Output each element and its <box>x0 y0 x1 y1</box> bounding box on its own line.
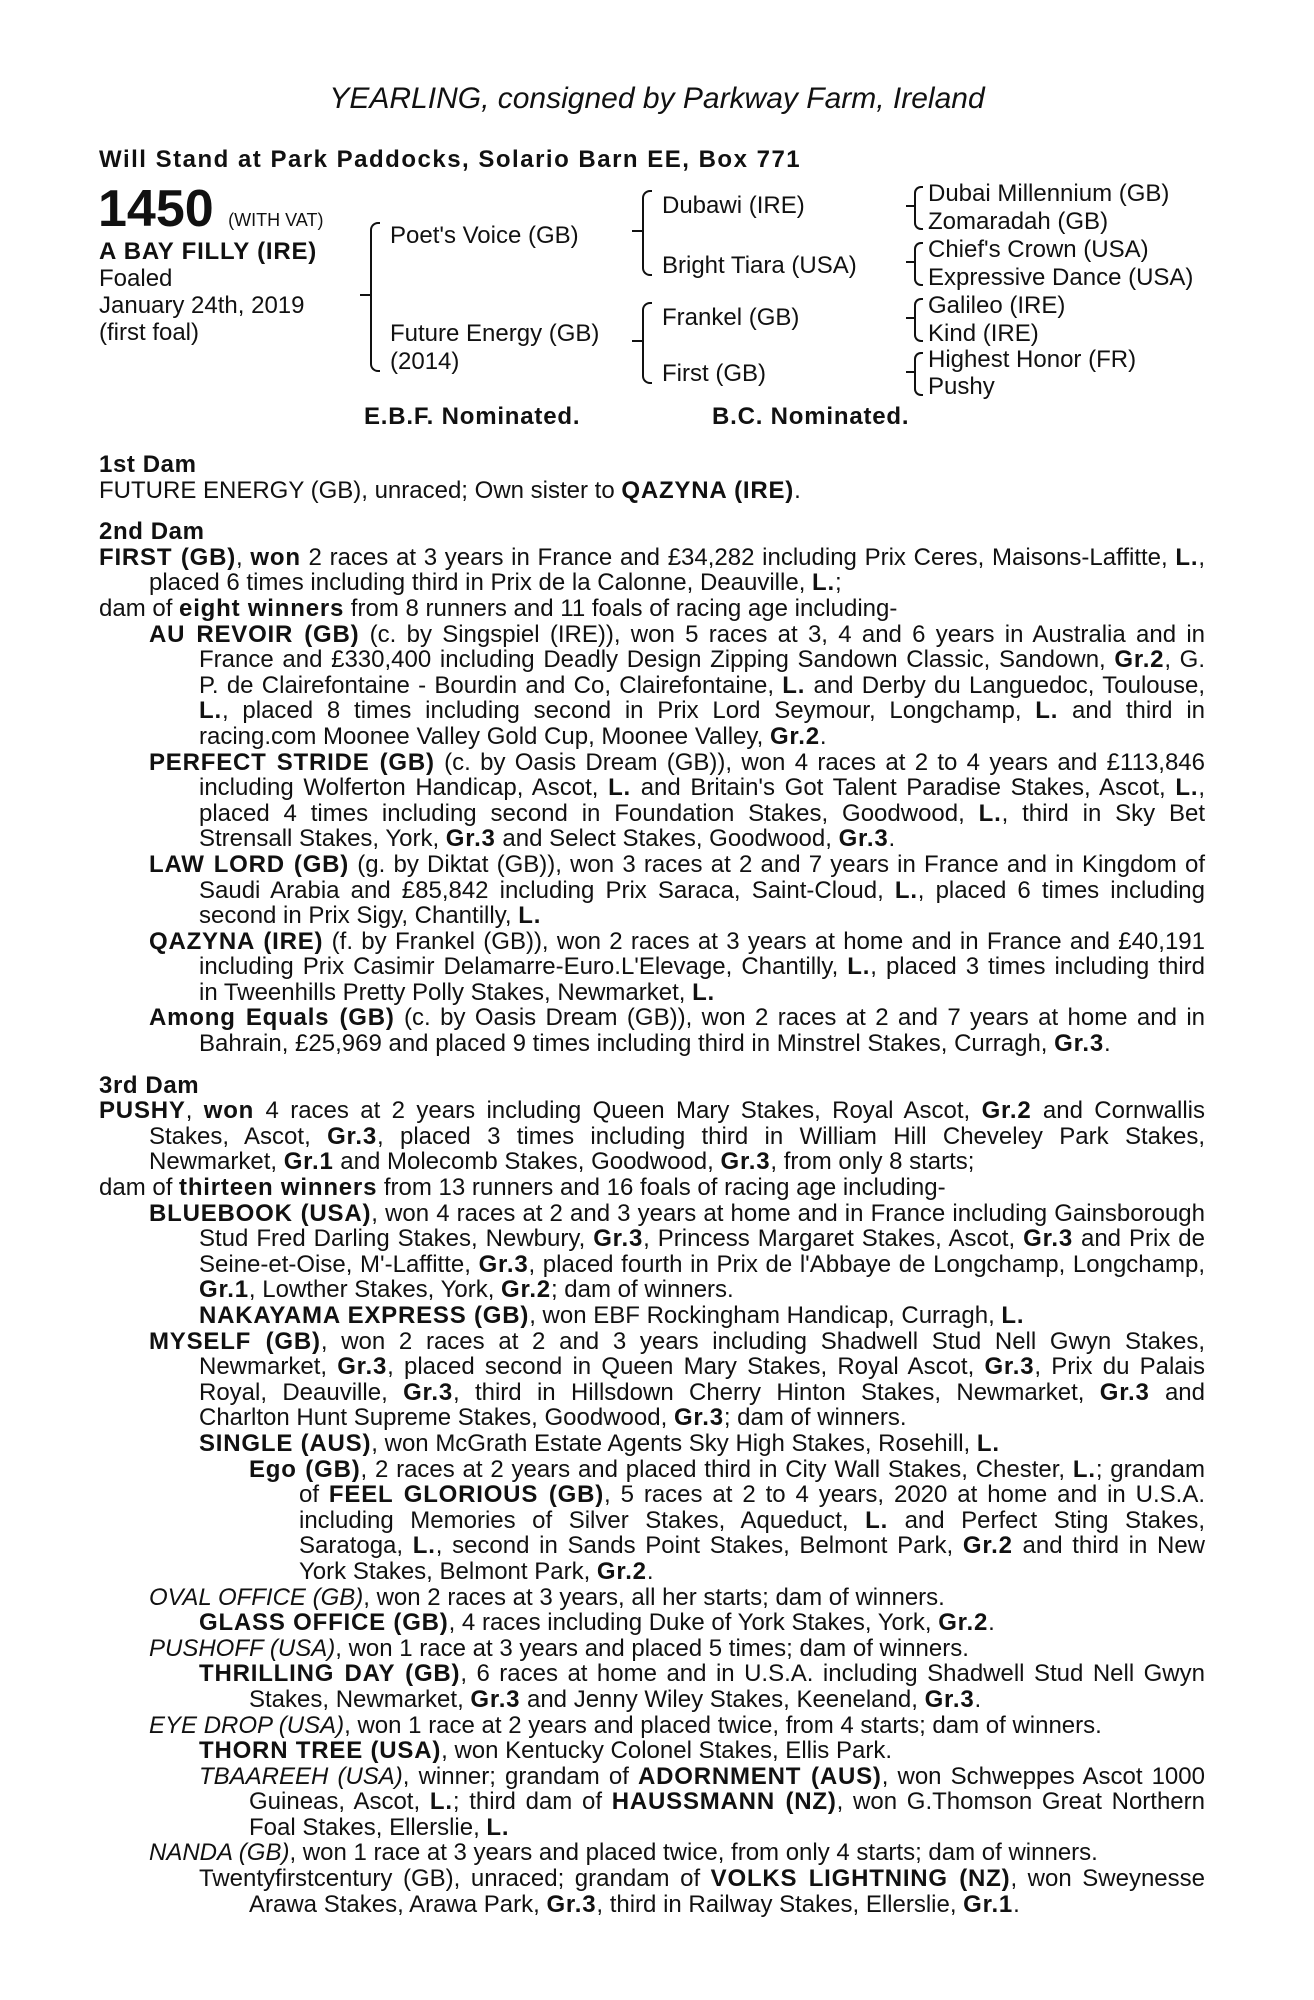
grade-label: Gr.2 <box>769 722 820 750</box>
dam-year: (2014) <box>390 348 460 375</box>
progeny-text: , 5 races at 2 to 4 years, 2020 at home and in U.S.A. including Memories of Silver Stakes, Aqueduct, <box>299 1481 1205 1534</box>
progeny-text: and third in racing.com Moonee Valley Gold Cup, Moonee Valley, <box>199 697 1205 750</box>
progeny-name: Ego (GB) <box>249 1455 361 1483</box>
progeny-text: , winner; grandam of <box>402 1762 638 1790</box>
sire-sire: Dubawi (IRE) <box>662 192 805 219</box>
progeny-text: , won Sweynesse Arawa Stakes, Arawa Park, <box>249 1865 1205 1918</box>
listed-label: L. <box>1072 1455 1096 1483</box>
dam: Future Energy (GB) <box>390 320 600 347</box>
pedigree-brace-4-tip <box>906 205 914 207</box>
second-dam-paragraph: FIRST (GB), won 2 races at 3 years in France and £34,282 including Prix Ceres, Maisons-Laffitte, L., placed 6 times including third in Prix de la Calonne, Deauville, L.; <box>99 543 1205 597</box>
grade-label: Gr.1 <box>283 1148 334 1176</box>
progeny-text: , Princess Margaret Stakes, Ascot, <box>643 1225 1024 1253</box>
progeny-text: , won 4 races at 2 and 3 years at home and in France including Gainsborough Stud Fred Darling Stakes, Newbury, <box>199 1199 1205 1253</box>
grade-label: Gr.3 <box>337 1353 388 1381</box>
second-dam-text2: , placed 6 times including third in Prix de la Calonne, Deauville, <box>149 543 1205 597</box>
progeny-entry <box>99 1431 1205 1457</box>
grade-label: Gr.2 <box>938 1609 989 1637</box>
progeny-text: , 2 races at 2 years and placed third in City Wall Stakes, Chester, <box>360 1455 1073 1483</box>
third-dam-name: PUSHY <box>99 1097 186 1125</box>
dam-of-pre: dam of <box>99 594 180 622</box>
progeny-text: (g. by Diktat (GB)), won 3 races at 2 and 7 years in France and in Kingdom of Saudi Arabia and £85,842 including Prix Saraca, Saint-Cloud, <box>199 850 1205 904</box>
third-dam-heading: 3rd Dam <box>99 1071 200 1099</box>
third-dam-dam-of <box>99 1175 1205 1201</box>
progeny-entry <box>99 1764 1205 1841</box>
grade-label: Gr.2 <box>981 1097 1032 1125</box>
listed-label: L. <box>1035 697 1059 725</box>
progeny-text: and Charlton Hunt Supreme Stakes, Goodwood, <box>199 1378 1206 1432</box>
progeny-text: . <box>888 825 896 853</box>
progeny-text: . <box>1104 1030 1111 1058</box>
progeny-entry <box>99 1457 1205 1585</box>
progeny-text: . <box>819 722 827 750</box>
progeny-text: and Select Stakes, Goodwood, <box>495 825 839 853</box>
progeny-entry <box>99 1840 1205 1866</box>
dam-of-count: thirteen winners <box>179 1174 378 1202</box>
progeny-name: Among Equals (GB) <box>149 1004 395 1032</box>
listed-label: L. <box>429 1788 453 1816</box>
progeny-name: PERFECT STRIDE (GB) <box>149 748 435 776</box>
third-dam-text: 4 races at 2 years including Queen Mary Stakes, Royal Ascot, <box>254 1097 982 1125</box>
first-dam-paragraph <box>99 478 1205 504</box>
progeny-text: and third in New York Stakes, Belmont Park, <box>299 1532 1206 1585</box>
vat-label: (WITH VAT) <box>228 210 324 230</box>
grade-label: Gr.3 <box>1054 1030 1105 1058</box>
dam-dam: First (GB) <box>662 360 766 387</box>
pedigree-brace-1 <box>370 222 380 372</box>
lot-number-value: 1450 <box>98 180 214 238</box>
progeny-name: BLUEBOOK (USA) <box>149 1199 372 1227</box>
progeny-text: (c. by Singspiel (IRE)), won 5 races at 3, 4 and 6 years in Australia and in France and £330,400 including Deadly Design Zipping Sandown Classic, Sandown, <box>199 620 1205 674</box>
progeny-text: , won 1 race at 2 years and placed twice, from 4 starts; dam of winners. <box>344 1711 1102 1739</box>
dam-sire-dam: Kind (IRE) <box>928 320 1039 347</box>
pedigree-brace-1-tip <box>360 294 370 296</box>
sire-sire-sire: Dubai Millennium (GB) <box>928 180 1170 207</box>
progeny-text: , placed 6 times including second in Prix Sigy, Chantilly, <box>199 876 1205 930</box>
progeny-name: THORN TREE (USA) <box>199 1737 442 1765</box>
grade-label: Gr.1 <box>199 1276 249 1304</box>
progeny-text: and Perfect Sting Stakes, Saratoga, <box>299 1506 1205 1560</box>
progeny-name: SINGLE (AUS) <box>199 1429 372 1457</box>
progeny-text: , won Kentucky Colonel Stakes, Ellis Park. <box>441 1737 892 1765</box>
progeny-text: , third in Railway Stakes, Ellerslie, <box>596 1890 964 1918</box>
progeny-name: AU REVOIR (GB) <box>149 620 360 648</box>
dam-sire-sire: Galileo (IRE) <box>928 292 1066 319</box>
progeny-entry <box>99 1329 1205 1431</box>
progeny-text: , placed 4 times including second in Foundation Stakes, Goodwood, <box>199 774 1205 827</box>
progeny-text: , won 1 race at 3 years and placed 5 times; dam of winners. <box>335 1634 969 1662</box>
foal-note: (first foal) <box>99 319 200 346</box>
progeny-entry <box>99 750 1205 852</box>
progeny-text: , Prix du Palais Royal, Deauville, <box>199 1353 1205 1406</box>
progeny-text: ; dam of winners. <box>723 1404 907 1432</box>
third-dam-text: and Cornwallis Stakes, Ascot, <box>149 1097 1205 1150</box>
progeny-name: FEEL GLORIOUS (GB) <box>328 1481 605 1509</box>
second-dam-text: 2 races at 3 years in France and £34,282 including Prix Ceres, Maisons-Laffitte, <box>300 543 1176 571</box>
second-dam-dam-of <box>99 596 1205 622</box>
listed-label: L. <box>1175 774 1199 802</box>
second-dam-name: FIRST (GB) <box>99 543 237 571</box>
pedigree-brace-5 <box>914 242 923 286</box>
listed-label: L. <box>199 697 222 725</box>
progeny-name: VOLKS LIGHTNING (NZ) <box>710 1865 1011 1893</box>
pedigree-brace-7-tip <box>906 371 914 373</box>
progeny-name: NANDA (GB) <box>149 1839 290 1867</box>
pedigree-brace-3-tip <box>632 340 642 342</box>
won-label: won <box>250 543 301 571</box>
dam-dam-dam: Pushy <box>928 373 995 400</box>
listed-label: L. <box>782 671 806 699</box>
progeny-text: , won 1 race at 3 years and placed twice, from only 4 starts; dam of winners. <box>289 1839 1098 1867</box>
progeny-text: , won McGrath Estate Agents Sky High Stakes, Rosehill, <box>371 1429 977 1457</box>
progeny-text: , second in Sands Point Stakes, Belmont Park, <box>435 1532 963 1560</box>
listed-label: L. <box>894 876 918 904</box>
stand-location: Will Stand at Park Paddocks, Solario Barn EE, Box 771 <box>99 146 802 173</box>
third-dam-text: and Molecomb Stakes, Goodwood, <box>333 1148 721 1176</box>
grade-label: Gr.3 <box>1023 1225 1074 1253</box>
second-dam-heading: 2nd Dam <box>99 518 205 546</box>
grade-label: Gr.3 <box>924 1685 975 1713</box>
progeny-text: and Prix de Seine-et-Oise, M'-Laffitte, <box>199 1225 1205 1278</box>
progeny-entry <box>99 1303 1205 1329</box>
progeny-entry <box>99 1636 1205 1662</box>
sire-dam-dam: Expressive Dance (USA) <box>928 264 1194 291</box>
listed-label: L. <box>865 1506 889 1534</box>
dam-sire: Frankel (GB) <box>662 304 800 331</box>
dam-of-pre: dam of <box>99 1174 180 1202</box>
sire: Poet's Voice (GB) <box>390 222 579 249</box>
grade-label: Gr.3 <box>838 825 889 853</box>
pedigree-brace-5-tip <box>906 261 914 263</box>
progeny-text: . <box>1013 1890 1020 1918</box>
sire-sire-dam: Zomaradah (GB) <box>928 208 1109 235</box>
listed-label: L. <box>486 1813 510 1841</box>
progeny-text: , placed fourth in Prix de l'Abbaye de Longchamp, Longchamp, <box>528 1250 1205 1278</box>
progeny-name: LAW LORD (GB) <box>149 850 350 878</box>
grade-label: Gr.3 <box>984 1353 1035 1381</box>
progeny-text: ; dam of winners. <box>550 1276 734 1304</box>
progeny-text: , won 2 races at 2 and 3 years including Shadwell Stud Nell Gwyn Stakes, Newmarket, <box>199 1327 1205 1381</box>
progeny-name: GLASS OFFICE (GB) <box>199 1609 449 1637</box>
progeny-text: , third in Sky Bet Strensall Stakes, York, <box>199 799 1205 853</box>
progeny-name: QAZYNA (IRE) <box>149 927 324 955</box>
grade-label: Gr.3 <box>403 1378 453 1406</box>
lot-name: A BAY FILLY (IRE) <box>99 238 318 265</box>
progeny-entry <box>99 1610 1205 1636</box>
won-label: won <box>203 1097 255 1125</box>
progeny-text: ; third dam of <box>452 1788 612 1816</box>
pedigree-notes <box>99 452 1205 1917</box>
progeny-text: , placed 3 times including third in Tweenhills Pretty Polly Stakes, Newmarket, <box>199 953 1205 1006</box>
progeny-text: . <box>646 1557 654 1585</box>
pedigree-brace-6 <box>914 298 923 342</box>
foaled-date: January 24th, 2019 <box>99 292 305 319</box>
consignment-title: YEARLING, consigned by Parkway Farm, Ireland <box>329 82 985 115</box>
progeny-text: and Derby du Languedoc, Toulouse, <box>805 671 1206 699</box>
progeny-text: , 4 races including Duke of York Stakes, York, <box>448 1609 939 1637</box>
progeny-text: , won 2 races at 3 years, all her starts; dam of winners. <box>363 1583 945 1611</box>
progeny-entry <box>99 1713 1205 1739</box>
progeny-name: ADORNMENT (AUS) <box>637 1762 882 1790</box>
progeny-text: , won Schweppes Ascot 1000 Guineas, Ascot, <box>249 1762 1205 1816</box>
listed-label: L. <box>412 1532 436 1560</box>
grade-label: Gr.2 <box>501 1276 551 1304</box>
first-dam-sister: QAZYNA (IRE) <box>621 476 795 504</box>
grade-label: Gr.3 <box>720 1148 771 1176</box>
grade-label: Gr.3 <box>546 1890 597 1918</box>
bc-nominated: B.C. Nominated. <box>712 403 910 430</box>
dam-of-post: from 8 runners and 11 foals of racing age including- <box>344 594 898 622</box>
progeny-name: TBAAREEH (USA) <box>199 1762 403 1790</box>
listed-label: L. <box>976 1429 1000 1457</box>
progeny-name: Twentyfirstcentury (GB), unraced; grandam of <box>199 1865 711 1893</box>
third-dam-text: , from only 8 starts; <box>770 1148 975 1176</box>
listed-label: L. <box>1175 543 1199 571</box>
grade-label: Gr.3 <box>478 1250 529 1278</box>
grade-label: Gr.3 <box>445 825 496 853</box>
listed-label: L. <box>978 799 1002 827</box>
pedigree-brace-7 <box>914 352 923 396</box>
progeny-text: ; grandam of <box>299 1455 1205 1509</box>
progeny-text: and Jenny Wiley Stakes, Keeneland, <box>520 1685 925 1713</box>
dam-dam-sire: Highest Honor (FR) <box>928 346 1137 373</box>
first-dam-heading: 1st Dam <box>99 451 197 478</box>
pedigree-brace-3 <box>642 302 652 384</box>
listed-label: L. <box>1001 1302 1025 1329</box>
ebf-nominated: E.B.F. Nominated. <box>364 403 581 430</box>
pedigree-brace-4 <box>914 186 923 230</box>
progeny-name: EYE DROP (USA) <box>149 1711 345 1739</box>
progeny-text: . <box>988 1609 995 1637</box>
progeny-name: OVAL OFFICE (GB) <box>149 1583 364 1611</box>
progeny-name: NAKAYAMA EXPRESS (GB) <box>199 1302 530 1329</box>
progeny-text: (c. by Oasis Dream (GB)), won 2 races at 2 and 7 years at home and in Bahrain, £25,969 and placed 9 times including third in Minstrel Stakes, Curragh, <box>199 1004 1206 1058</box>
third-dam-text: , placed 3 times including third in William Hill Cheveley Park Stakes, Newmarket, <box>149 1122 1205 1176</box>
progeny-entry <box>99 1661 1205 1712</box>
progeny-text: . <box>974 1685 982 1713</box>
first-dam-end: . <box>794 476 801 504</box>
grade-label: Gr.1 <box>963 1890 1014 1918</box>
progeny-text: , placed second in Queen Mary Stakes, Royal Ascot, <box>387 1353 985 1381</box>
grade-label: Gr.2 <box>1114 646 1165 674</box>
listed-label: L. <box>692 978 716 1006</box>
foaled-label: Foaled <box>99 265 173 292</box>
grade-label: Gr.3 <box>327 1122 377 1150</box>
progeny-text: , G. P. de Clairefontaine - Bourdin and Co, Clairefontaine, <box>199 646 1206 699</box>
grade-label: Gr.3 <box>673 1404 724 1432</box>
progeny-text: (c. by Oasis Dream (GB)), won 4 races at 2 to 4 years and £113,846 including Wolferton Handicap, Ascot, <box>199 748 1205 802</box>
grade-label: Gr.2 <box>596 1557 647 1585</box>
grade-label: Gr.3 <box>1099 1378 1150 1406</box>
progeny-text: , Lowther Stakes, York, <box>248 1276 502 1304</box>
progeny-entry <box>99 1738 1205 1764</box>
progeny-entry <box>99 929 1205 1006</box>
first-dam-text: FUTURE ENERGY (GB), unraced; Own sister to <box>99 476 622 504</box>
pedigree-brace-6-tip <box>906 317 914 319</box>
progeny-entry <box>99 1866 1205 1917</box>
progeny-text: , third in Hillsdown Cherry Hinton Stakes, Newmarket, <box>452 1378 1100 1406</box>
grade-label: Gr.3 <box>470 1685 521 1713</box>
progeny-entry <box>99 1201 1205 1303</box>
dam-of-post: from 13 runners and 16 foals of racing age including- <box>377 1174 946 1202</box>
progeny-text: , placed 8 times including second in Prix Lord Seymour, Longchamp, <box>221 697 1036 725</box>
progeny-name: HAUSSMANN (NZ) <box>611 1788 837 1816</box>
grade-label: Gr.2 <box>962 1532 1013 1560</box>
progeny-text: and Britain's Got Talent Paradise Stakes, Ascot, <box>631 774 1176 802</box>
progeny-text: (f. by Frankel (GB)), won 2 races at 3 years at home and in France and £40,191 including Prix Casimir Delamarre-Euro.L'Elevage, Chantilly, <box>199 927 1205 981</box>
progeny-text: , 6 races at home and in U.S.A. including Shadwell Stud Nell Gwyn Stakes, Newmarket, <box>249 1660 1205 1713</box>
pedigree-brace-2 <box>642 190 652 276</box>
progeny-entry <box>99 622 1205 750</box>
progeny-name: THRILLING DAY (GB) <box>199 1660 461 1688</box>
progeny-name: PUSHOFF (USA) <box>149 1634 336 1662</box>
sire-dam: Bright Tiara (USA) <box>662 252 857 279</box>
grade-label: Gr.3 <box>593 1225 644 1253</box>
third-dam-paragraph: PUSHY, won 4 races at 2 years including Queen Mary Stakes, Royal Ascot, Gr.2 and Cornwallis Stakes, Ascot, Gr.3, placed 3 times including third in William Hill Cheveley Park Stakes, Newmarket, Gr.1 and Molecomb Stakes, Goodwood, Gr.3, from only 8 starts; <box>99 1097 1205 1176</box>
progeny-entry <box>99 852 1205 929</box>
dam-of-count: eight winners <box>179 594 345 622</box>
listed-label: L. <box>608 774 632 802</box>
listed-label: L. <box>812 569 835 597</box>
progeny-entry <box>99 1005 1205 1056</box>
progeny-text: , won G.Thomson Great Northern Foal Stakes, Ellerslie, <box>249 1788 1205 1841</box>
progeny-name: MYSELF (GB) <box>149 1327 321 1355</box>
progeny-text: , won EBF Rockingham Handicap, Curragh, <box>529 1302 1002 1329</box>
listed-label: L. <box>518 902 542 930</box>
pedigree-brace-2-tip <box>632 230 642 232</box>
sire-dam-sire: Chief's Crown (USA) <box>928 236 1149 263</box>
progeny-entry <box>99 1585 1205 1611</box>
listed-label: L. <box>847 953 871 981</box>
